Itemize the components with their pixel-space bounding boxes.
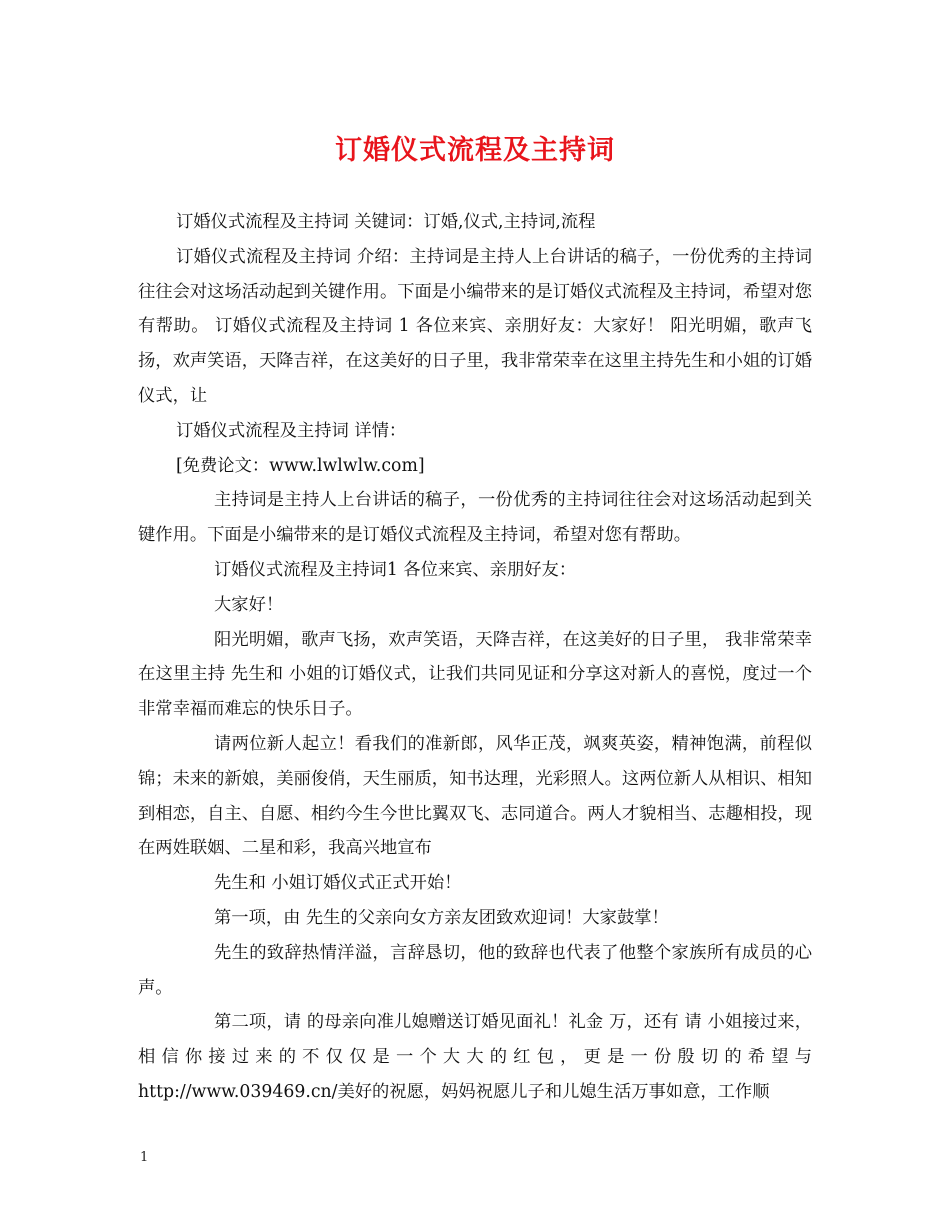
body-paragraph: 请两位新人起立！看我们的准新郎，风华正茂，飒爽英姿，精神饱满，前程似锦；未来的新娘，美丽俊俏，天生丽质，知书达理，光彩照人。这两位新人从相识、相知到相恋，自主、自愿、相约今生今世比翼双飞、志同道合。两人才貌相当、志趣相投，现在两姓联姻、二星和彩，我高兴地宣布 <box>138 733 812 859</box>
body-paragraph: 第一项，由 先生的父亲向女方亲友团致欢迎词！大家鼓掌！ <box>214 907 669 928</box>
body-paragraph: 主持词是主持人上台讲话的稿子，一份优秀的主持词往往会对这场活动起到关键作用。下面是小编带来的是订婚仪式流程及主持词，希望对您有帮助。 <box>138 490 812 546</box>
body-paragraph: 第二项，请 的母亲向准儿媳赠送订婚见面礼！礼金 万，还有 请 小姐接过来，相信你接过来的不仅仅是一个大大的红包，更是一份殷切的希望与http://www.039469.cn/美好的祝愿，妈妈祝愿儿子和儿媳生活万事如意，工作顺 <box>138 1012 812 1102</box>
body-paragraph: 阳光明媚，歌声飞扬，欢声笑语，天降吉祥，在这美好的日子里， 我非常荣幸在这里主持 先生和 小姐的订婚仪式，让我们共同见证和分享这对新人的喜悦，度过一个非常幸福而难忘的快乐日子。 <box>138 629 812 720</box>
source-line: [免费论文：www.lwlwlw.com] <box>176 455 425 476</box>
details-label: 订婚仪式流程及主持词 详情： <box>176 420 407 441</box>
body-paragraph: 先生的致辞热情洋溢，言辞恳切，他的致辞也代表了他整个家族所有成员的心声。 <box>138 942 812 998</box>
page-number: 1 <box>140 1150 149 1165</box>
document-body <box>138 205 812 1110</box>
body-paragraph: 订婚仪式流程及主持词1 各位来宾、亲朋好友： <box>214 559 577 580</box>
keywords-paragraph: 订婚仪式流程及主持词 关键词：订婚,仪式,主持词,流程 <box>176 212 596 232</box>
intro-paragraph: 订婚仪式流程及主持词 介绍：主持词是主持人上台讲话的稿子，一份优秀的主持词往往会对这场活动起到关键作用。下面是小编带来的是订婚仪式流程及主持词，希望对您有帮助。 订婚仪式流程及主持词 1 各位来宾、亲朋好友：大家好！ 阳光明媚，歌声飞扬，欢声笑语，天降吉祥，在这美好的日子里，我非常荣幸在这里主持先生和小姐的订婚仪式，让 <box>138 246 812 406</box>
body-paragraph: 先生和 小姐订婚仪式正式开始！ <box>214 873 462 894</box>
document-title: 订婚仪式流程及主持词 <box>335 135 615 166</box>
body-paragraph: 大家好！ <box>214 594 284 615</box>
